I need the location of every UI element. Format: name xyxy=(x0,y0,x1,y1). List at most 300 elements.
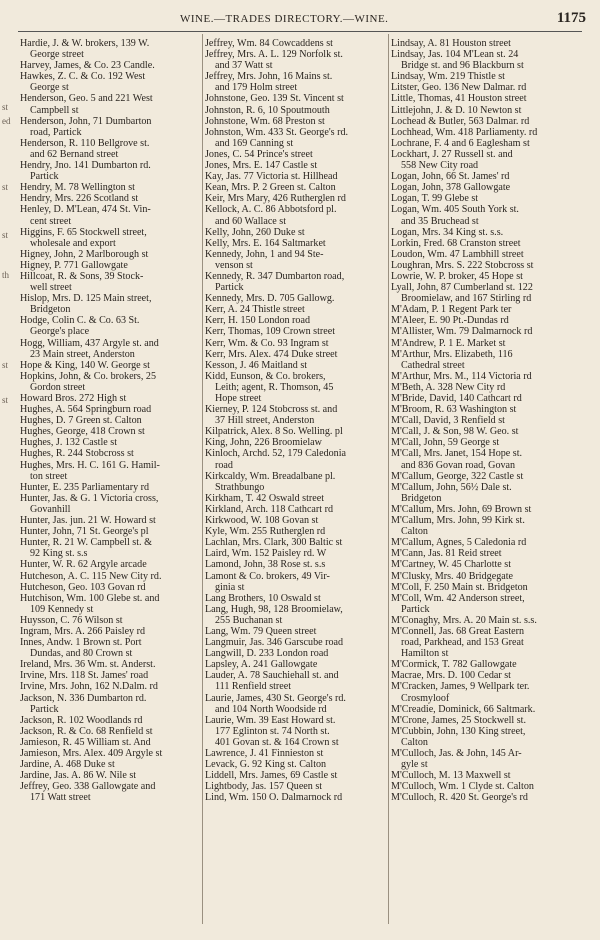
directory-entry xyxy=(205,559,385,570)
entry-name-line: Hutcheson, Geo. 103 Govan rd xyxy=(20,581,146,593)
directory-entry xyxy=(20,138,200,160)
entry-address-line: George street xyxy=(30,49,84,61)
directory-entry xyxy=(391,82,581,93)
entry-name-line: Higgins, F. 65 Stockwell street, xyxy=(20,226,147,238)
entry-name-line: Jackson, R. & Co. 68 Renfield st xyxy=(20,725,153,737)
directory-entry xyxy=(391,116,581,127)
directory-entry xyxy=(391,326,581,337)
directory-entry xyxy=(20,571,200,582)
entry-address-line: and 179 Holm street xyxy=(215,82,298,94)
directory-entry xyxy=(20,415,200,426)
directory-entry xyxy=(391,260,581,271)
entry-address-line: road, Parkhead, and 153 Great xyxy=(401,637,524,649)
entry-name-line: M'Coll, Wm. 42 Anderson street, xyxy=(391,592,525,604)
entry-name-line: Jamieson, R. 45 William st. And xyxy=(20,736,151,748)
entry-name-line: Hutcheson, A. C. 115 New City rd. xyxy=(20,570,162,582)
directory-entry xyxy=(391,193,581,204)
entry-name-line: Higney, P. 771 Gallowgate xyxy=(20,259,128,271)
entry-name-line: Irvine, Mrs. 118 St. James' road xyxy=(20,670,149,682)
directory-entry xyxy=(205,304,385,315)
directory-entry xyxy=(205,792,385,803)
entry-name-line: Lamond, John, 38 Rose st. s.s xyxy=(205,559,326,571)
entry-name-line: M'Culloch, Jas. & John, 145 Ar- xyxy=(391,748,522,759)
directory-entry xyxy=(205,471,385,493)
entry-name-line: M'Callum, George, 322 Castle st xyxy=(391,470,524,482)
entry-name-line: Liddell, Mrs. James, 69 Castle st xyxy=(205,770,338,782)
directory-entry xyxy=(391,593,581,615)
directory-entry xyxy=(205,493,385,504)
directory-entry xyxy=(391,93,581,104)
entry-name-line: Kilpatrick, Alex. 8 So. Welling. pl xyxy=(205,426,343,438)
directory-entry xyxy=(391,781,581,792)
directory-entry xyxy=(205,360,385,371)
entry-name-line: Irvine, Mrs. John, 162 N.Dalm. rd xyxy=(20,681,158,693)
directory-entry xyxy=(205,338,385,349)
entry-name-line: Lang, Wm. 79 Queen street xyxy=(205,625,317,637)
entry-name-line: Kirkcaldy, Wm. Breadalbane pl. xyxy=(205,470,336,482)
entry-name-line: Hunter, W. R. 62 Argyle arcade xyxy=(20,559,147,571)
entry-name-line: Keir, Mrs Mary, 426 Rutherglen rd xyxy=(205,193,346,205)
entry-name-line: Lorkin, Fred. 68 Cranston street xyxy=(391,237,521,249)
directory-entry xyxy=(20,659,200,670)
entry-name-line: Macrae, Mrs. D. 100 Cedar st xyxy=(391,670,511,682)
entry-name-line: M'Clusky, Mrs. 40 Bridgegate xyxy=(391,570,514,582)
directory-entry xyxy=(205,271,385,293)
entry-name-line: Innes, Andw. 1 Brown st. Port xyxy=(20,637,142,649)
directory-entry xyxy=(20,737,200,748)
entry-name-line: Hendry, Mrs. 226 Scotland st xyxy=(20,193,139,205)
directory-entry xyxy=(391,404,581,415)
margin-note: ed xyxy=(2,116,11,126)
directory-entry xyxy=(391,38,581,49)
entry-address-line: and 169 Canning st xyxy=(215,137,294,149)
entry-name-line: M'Callum, Mrs. John, 99 Kirk st. xyxy=(391,515,525,527)
directory-entry xyxy=(391,349,581,371)
entry-name-line: Jamieson, Mrs. Alex. 409 Argyle st xyxy=(20,748,163,759)
entry-name-line: M'Broom, R. 63 Washington st xyxy=(391,404,517,416)
directory-entry xyxy=(205,693,385,715)
entry-address-line: venson st xyxy=(215,259,253,271)
entry-name-line: Langwill, D. 233 London road xyxy=(205,648,329,660)
entry-address-line: Leith; agent, R. Thomson, 45 xyxy=(215,381,334,393)
directory-entry xyxy=(205,171,385,182)
entry-name-line: Lockhart, J. 27 Russell st. and xyxy=(391,148,513,160)
entry-address-line: Bridgeton xyxy=(401,492,442,504)
entry-address-line: George st xyxy=(30,82,69,94)
entry-name-line: Jardine, Jas. A. 86 W. Nile st xyxy=(20,770,137,782)
directory-entry xyxy=(391,448,581,470)
directory-entry xyxy=(391,615,581,626)
entry-name-line: Kesson, J. 46 Maitland st xyxy=(205,359,308,371)
entry-name-line: M'Adam, P. 1 Regent Park ter xyxy=(391,304,512,316)
entry-name-line: Littlejohn, J. & D. 10 Newton st xyxy=(391,104,522,116)
directory-entry xyxy=(205,537,385,548)
entry-name-line: M'Callum, John, 56½ Dale st. xyxy=(391,481,512,493)
entry-name-line: Hunter, Jas. jun. 21 W. Howard st xyxy=(20,515,156,527)
directory-entry xyxy=(20,781,200,803)
entry-name-line: Hughes, J. 132 Castle st xyxy=(20,437,118,449)
directory-entry xyxy=(20,482,200,493)
directory-entry xyxy=(391,681,581,703)
entry-name-line: Jeffrey, Wm. 84 Cowcaddens st xyxy=(205,38,333,49)
entry-address-line: Cathedral street xyxy=(401,359,465,371)
directory-entry xyxy=(391,304,581,315)
entry-name-line: Lapsley, A. 241 Gallowgate xyxy=(205,659,318,671)
entry-name-line: M'Cann, Jas. 81 Reid street xyxy=(391,548,502,560)
directory-entry xyxy=(391,71,581,82)
directory-entry xyxy=(205,127,385,149)
directory-entry xyxy=(205,315,385,326)
entry-name-line: Lowrie, W. P. broker, 45 Hope st xyxy=(391,270,523,282)
entry-address-line: Strathbungo xyxy=(215,481,265,493)
directory-entry xyxy=(205,448,385,470)
directory-column-2 xyxy=(205,38,385,803)
entry-name-line: Lang, Hugh, 98, 128 Broomielaw, xyxy=(205,603,343,615)
entry-name-line: M'Cubbin, John, 130 King street, xyxy=(391,725,526,737)
column-divider xyxy=(388,34,389,924)
entry-name-line: Jackson, N. 336 Dumbarton rd. xyxy=(20,692,147,704)
entry-name-line: Little, Thomas, 41 Houston street xyxy=(391,93,527,105)
entry-address-line: 177 Eglinton st. 74 North st. xyxy=(215,725,330,737)
entry-name-line: Logan, Mrs. 34 King st. s.s. xyxy=(391,226,504,238)
entry-name-line: Lightbody, Jas. 157 Queen st xyxy=(205,781,323,793)
directory-entry xyxy=(205,204,385,226)
entry-name-line: M'Aleer, E. 90 Pt.-Dundas rd xyxy=(391,315,509,327)
directory-entry xyxy=(391,548,581,559)
directory-entry xyxy=(391,770,581,781)
entry-name-line: Ireland, Mrs. 36 Wm. st. Anderst. xyxy=(20,659,156,671)
entry-name-line: Hughes, D. 7 Green st. Calton xyxy=(20,415,142,427)
directory-entry xyxy=(205,38,385,49)
directory-entry xyxy=(20,460,200,482)
entry-address-line: Hamilton st xyxy=(401,648,449,660)
directory-entry xyxy=(391,726,581,748)
directory-entry xyxy=(391,704,581,715)
entry-name-line: M'Crone, James, 25 Stockwell st. xyxy=(391,714,526,726)
entry-name-line: Johnstone, Geo. 139 St. Vincent st xyxy=(205,93,344,105)
directory-entry xyxy=(20,315,200,337)
directory-entry xyxy=(20,160,200,182)
directory-entry xyxy=(20,693,200,715)
entry-name-line: Huysson, C. 76 Wilson st xyxy=(20,614,123,626)
entry-address-line: 558 New City road xyxy=(401,160,479,172)
entry-name-line: M'Callum, Agnes, 5 Caledonia rd xyxy=(391,537,527,549)
directory-entry xyxy=(205,238,385,249)
directory-entry xyxy=(391,338,581,349)
entry-name-line: M'Call, John, 59 George st xyxy=(391,437,500,449)
entry-address-line: cent street xyxy=(30,215,72,227)
directory-entry xyxy=(391,626,581,659)
directory-entry xyxy=(391,393,581,404)
entry-name-line: M'Culloch, Wm. 1 Clyde st. Calton xyxy=(391,781,534,793)
directory-entry xyxy=(391,748,581,770)
entry-name-line: Kellock, A. C. 86 Abbotsford pl. xyxy=(205,204,337,216)
directory-entry xyxy=(20,526,200,537)
entry-name-line: M'Creadie, Dominick, 66 Saltmark. xyxy=(391,703,536,715)
directory-entry xyxy=(205,149,385,160)
directory-entry xyxy=(391,415,581,426)
entry-name-line: Kerr, Thomas, 109 Crown street xyxy=(205,326,336,338)
entry-name-line: Jeffrey, Mrs. A. L. 129 Norfolk st. xyxy=(205,49,343,61)
entry-name-line: Lochrane, F. 4 and 6 Eaglesham st xyxy=(391,137,530,149)
directory-entry xyxy=(205,426,385,437)
directory-entry xyxy=(391,249,581,260)
directory-entry xyxy=(20,681,200,692)
entry-name-line: Lyall, John, 87 Cumberland st. 122 xyxy=(391,282,533,294)
entry-name-line: Johnston, Wm. 433 St. George's rd. xyxy=(205,126,349,138)
directory-entry xyxy=(205,659,385,670)
directory-entry xyxy=(205,349,385,360)
entry-name-line: Hopkins, John, & Co. brokers, 25 xyxy=(20,370,156,382)
directory-entry xyxy=(205,249,385,271)
entry-name-line: Jones, C. 54 Prince's street xyxy=(205,148,313,160)
entry-name-line: Kerr, H. 150 London road xyxy=(205,315,310,327)
entry-name-line: Kyle, Wm. 255 Rutherglen rd xyxy=(205,526,326,538)
directory-entry xyxy=(20,559,200,570)
page-header xyxy=(0,10,600,30)
margin-note: st xyxy=(2,230,9,240)
directory-entry xyxy=(391,482,581,504)
directory-entry xyxy=(205,71,385,93)
directory-entry xyxy=(205,670,385,692)
directory-entry xyxy=(20,71,200,93)
directory-entry xyxy=(20,116,200,138)
entry-address-line: Calton xyxy=(401,736,428,748)
entry-name-line: Hunter, John, 71 St. George's pl xyxy=(20,526,149,538)
entry-name-line: Lamont & Co. brokers, 49 Vir- xyxy=(205,570,330,582)
directory-entry xyxy=(391,537,581,548)
directory-entry xyxy=(20,515,200,526)
entry-name-line: Logan, T. 99 Glebe st xyxy=(391,193,479,205)
entry-address-line: Partick xyxy=(401,603,430,615)
directory-entry xyxy=(20,670,200,681)
entry-name-line: M'Allister, Wm. 79 Dalmarnock rd xyxy=(391,326,533,338)
entry-name-line: Logan, Wm. 405 South York st. xyxy=(391,204,519,216)
entry-name-line: Hughes, A. 564 Springburn road xyxy=(20,404,152,416)
entry-name-line: Kennedy, R. 347 Dumbarton road, xyxy=(205,270,345,282)
directory-entry xyxy=(205,504,385,515)
entry-address-line: 111 Renfield street xyxy=(215,681,292,693)
entry-name-line: Hawkes, Z. C. & Co. 192 West xyxy=(20,71,146,83)
header-rule xyxy=(18,31,582,32)
directory-entry xyxy=(20,493,200,515)
directory-entry xyxy=(20,182,200,193)
directory-entry xyxy=(20,227,200,249)
directory-entry xyxy=(391,138,581,149)
entry-name-line: Lachlan, Mrs. Clark, 300 Baltic st xyxy=(205,537,343,549)
entry-name-line: Hendry, M. 78 Wellington st xyxy=(20,182,135,194)
directory-entry xyxy=(391,149,581,171)
entry-name-line: Hope & King, 140 W. George st xyxy=(20,359,150,371)
entry-address-line: 255 Buchanan st xyxy=(215,614,283,626)
entry-name-line: Hunter, R. 21 W. Campbell st. & xyxy=(20,537,152,549)
directory-entry xyxy=(391,792,581,803)
entry-address-line: Broomielaw, and 167 Stirling rd xyxy=(401,293,532,305)
directory-entry xyxy=(205,193,385,204)
entry-address-line: and 35 Bruchead st xyxy=(401,215,479,227)
directory-entry xyxy=(205,105,385,116)
entry-name-line: Kerr, Mrs. Alex. 474 Duke street xyxy=(205,348,338,360)
directory-entry xyxy=(205,116,385,127)
entry-address-line: George's place xyxy=(30,326,90,338)
directory-entry xyxy=(20,593,200,615)
entry-name-line: Jardine, A. 468 Duke st xyxy=(20,759,115,771)
entry-address-line: wholesale and export xyxy=(30,237,116,249)
entry-name-line: M'Cracken, James, 9 Wellpark ter. xyxy=(391,681,530,693)
directory-entry xyxy=(20,537,200,559)
directory-column-1 xyxy=(20,38,200,803)
directory-entry xyxy=(205,404,385,426)
entry-name-line: Laird, Wm. 152 Paisley rd. W xyxy=(205,548,327,560)
entry-name-line: Hughes, R. 244 Stobcross st xyxy=(20,448,134,460)
entry-address-line: gyle st xyxy=(401,759,428,771)
entry-name-line: Henderson, John, 71 Dumbarton xyxy=(20,115,152,127)
directory-entry xyxy=(391,471,581,482)
entry-name-line: M'Beth, A. 328 New City rd xyxy=(391,381,506,393)
entry-address-line: well street xyxy=(30,282,72,294)
directory-entry xyxy=(205,593,385,604)
directory-entry xyxy=(205,770,385,781)
directory-entry xyxy=(20,371,200,393)
entry-address-line: ton street xyxy=(30,470,68,482)
directory-entry xyxy=(391,515,581,537)
directory-entry xyxy=(205,371,385,404)
entry-name-line: Kirkland, Arch. 118 Cathcart rd xyxy=(205,503,334,515)
entry-name-line: M'Culloch, R. 420 St. George's rd xyxy=(391,792,528,804)
entry-name-line: Loughran, Mrs. S. 222 Stobcross st xyxy=(391,259,534,271)
entry-address-line: road, Partick xyxy=(30,126,82,138)
directory-entry xyxy=(205,526,385,537)
directory-entry xyxy=(391,315,581,326)
directory-entry xyxy=(205,748,385,759)
directory-entry xyxy=(391,571,581,582)
directory-entry xyxy=(20,204,200,226)
entry-name-line: M'Andrew, P. 1 E. Market st xyxy=(391,337,506,349)
margin-note: st xyxy=(2,360,9,370)
directory-entry xyxy=(20,360,200,371)
entry-name-line: Harvey, James, & Co. 23 Candle. xyxy=(20,60,155,72)
entry-name-line: Hardie, J. & W. brokers, 139 W. xyxy=(20,38,150,49)
directory-entry xyxy=(391,559,581,570)
directory-entry xyxy=(391,715,581,726)
directory-entry xyxy=(205,715,385,748)
entry-name-line: M'Arthur, Mrs. Elizabeth, 116 xyxy=(391,348,513,360)
entry-name-line: Kelly, John, 260 Duke st xyxy=(205,226,305,238)
entry-name-line: Kean, Mrs. P. 2 Green st. Calton xyxy=(205,182,336,194)
entry-name-line: Jackson, R. 102 Woodlands rd xyxy=(20,714,143,726)
entry-name-line: Kirkwood, W. 108 Govan st xyxy=(205,515,319,527)
entry-address-line: 37 Hill street, Anderston xyxy=(215,415,315,427)
entry-name-line: Logan, John, 378 Gallowgate xyxy=(391,182,511,194)
entry-address-line: and 60 Wallace st xyxy=(215,215,287,227)
entry-name-line: Kinloch, Archd. 52, 179 Caledonia xyxy=(205,448,347,460)
entry-name-line: Loudon, Wm. 47 Lambhill street xyxy=(391,248,524,260)
entry-name-line: Hendry, Jno. 141 Dumbarton rd. xyxy=(20,160,151,172)
directory-entry xyxy=(20,60,200,71)
entry-name-line: Laurie, Wm. 39 East Howard st. xyxy=(205,714,336,726)
entry-address-line: Dundas, and 80 Crown st xyxy=(30,648,133,660)
entry-address-line: Calton xyxy=(401,526,428,538)
directory-entry xyxy=(205,571,385,593)
directory-entry xyxy=(20,770,200,781)
entry-address-line: 171 Watt street xyxy=(30,792,91,804)
entry-address-line: Gordon street xyxy=(30,381,86,393)
entry-name-line: Lindsay, A. 81 Houston street xyxy=(391,38,511,49)
entry-name-line: Lang Brothers, 10 Oswald st xyxy=(205,592,321,604)
entry-name-line: Kerr, Wm. & Co. 93 Ingram st xyxy=(205,337,329,349)
entry-name-line: M'Call, Mrs. Janet, 154 Hope st. xyxy=(391,448,523,460)
entry-name-line: Laurie, James, 430 St. George's rd. xyxy=(205,692,346,704)
entry-name-line: Johnston, R. 6, 10 Spoutmouth xyxy=(205,104,330,116)
directory-entry xyxy=(391,204,581,226)
entry-name-line: M'Cormick, T. 782 Gallowgate xyxy=(391,659,517,671)
directory-entry xyxy=(391,426,581,437)
directory-entry xyxy=(20,626,200,637)
directory-entry xyxy=(205,293,385,304)
entry-name-line: Kidd, Eunson, & Co. brokers, xyxy=(205,370,326,382)
running-title: WINE.—TRADES DIRECTORY.—WINE. xyxy=(180,13,389,25)
entry-name-line: Hughes, George, 418 Crown st xyxy=(20,426,145,438)
entry-name-line: M'Bride, David, 140 Cathcart rd xyxy=(391,393,522,404)
directory-entry xyxy=(205,626,385,637)
entry-name-line: Henderson, R. 110 Bellgrove st. xyxy=(20,137,150,149)
directory-entry xyxy=(20,338,200,360)
directory-entry xyxy=(391,282,581,304)
entry-name-line: Jeffrey, Mrs. John, 16 Mains st. xyxy=(205,71,333,83)
directory-entry xyxy=(205,515,385,526)
directory-entry xyxy=(20,93,200,115)
directory-entry xyxy=(20,615,200,626)
entry-name-line: M'Call, J. & Son, 98 W. Geo. st xyxy=(391,426,519,438)
directory-entry xyxy=(391,127,581,138)
margin-note: st xyxy=(2,395,9,405)
margin-note: th xyxy=(2,270,10,280)
entry-address-line: 109 Kennedy st xyxy=(30,603,94,615)
directory-entry xyxy=(205,227,385,238)
entry-name-line: Kelly, Mrs. E. 164 Saltmarket xyxy=(205,237,326,249)
entry-address-line: and 104 North Woodside rd xyxy=(215,703,327,715)
entry-address-line: 401 Govan st. & 164 Crown st xyxy=(215,736,339,748)
directory-entry xyxy=(205,604,385,626)
directory-entry xyxy=(20,249,200,260)
entry-name-line: King, John, 226 Broomielaw xyxy=(205,437,322,449)
directory-entry xyxy=(391,437,581,448)
directory-entry xyxy=(391,171,581,182)
directory-entry xyxy=(20,404,200,415)
entry-address-line: Govanhill xyxy=(30,503,71,515)
entry-name-line: Levack, G. 92 King st. Calton xyxy=(205,759,327,771)
directory-entry xyxy=(205,49,385,71)
entry-name-line: M'Callum, Mrs. John, 69 Brown st xyxy=(391,503,532,515)
directory-entry xyxy=(391,227,581,238)
directory-entry xyxy=(205,648,385,659)
entry-name-line: Lauder, A. 78 Sauchiehall st. and xyxy=(205,670,339,682)
entry-address-line: Partick xyxy=(30,171,59,183)
entry-name-line: Hodge, Colin C. & Co. 63 St. xyxy=(20,315,140,327)
entry-name-line: M'Call, David, 3 Renfield st xyxy=(391,415,505,427)
entry-name-line: Henderson, Geo. 5 and 221 West xyxy=(20,93,153,105)
directory-entry xyxy=(20,293,200,315)
directory-entry xyxy=(20,38,200,60)
entry-name-line: Kennedy, Mrs. D. 705 Gallowg. xyxy=(205,293,335,305)
directory-entry xyxy=(20,437,200,448)
entry-name-line: M'Conaghy, Mrs. A. 20 Main st. s.s. xyxy=(391,614,537,626)
entry-address-line: ginia st xyxy=(215,581,245,593)
directory-entry xyxy=(391,371,581,382)
column-divider xyxy=(202,34,203,924)
entry-address-line: 92 King st. s.s xyxy=(30,548,88,560)
directory-entry xyxy=(20,393,200,404)
